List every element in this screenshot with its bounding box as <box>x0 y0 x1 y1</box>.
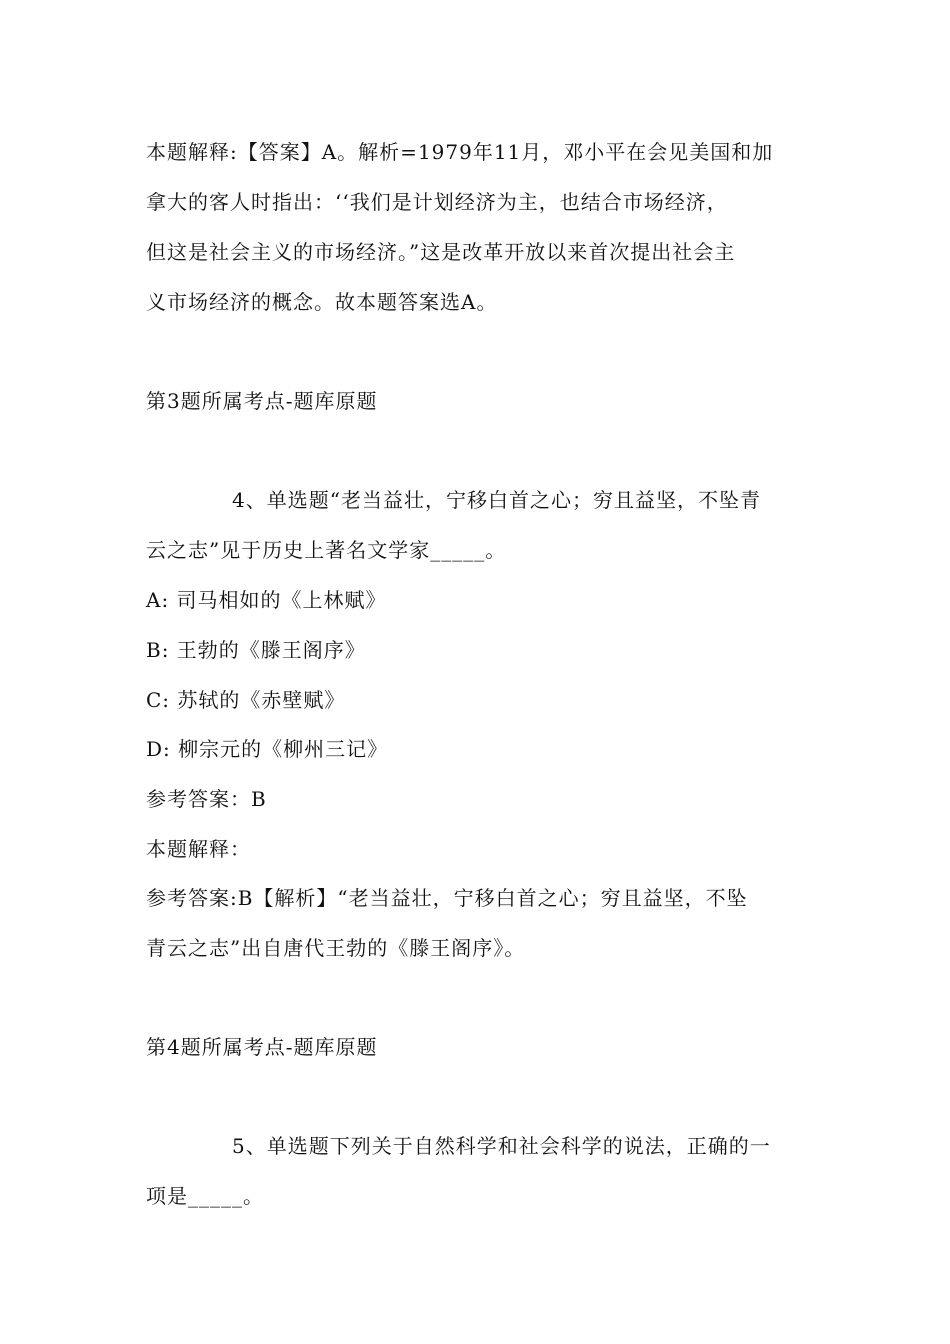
q4-stem-line-2: 云之志”见于历史上著名文学家_____。 <box>146 538 507 562</box>
q4-option-b: B: 王勃的《滕王阁序》 <box>146 638 366 662</box>
q4-answer: 参考答案：B <box>146 787 267 811</box>
q3-topic-heading: 第3题所属考点-题库原题 <box>146 389 378 413</box>
q5-stem-line-2: 项是_____。 <box>146 1184 264 1208</box>
q4-stem-line-1: 4、单选题“老当益壮，宁移白首之心；穷且益坚，不坠青 <box>232 488 761 512</box>
q3-explanation-line-2: 拿大的客人时指出：‘‘我们是计划经济为主，也结合市场经济， <box>146 190 728 214</box>
q4-option-a: A: 司马相如的《上林赋》 <box>146 588 387 612</box>
q3-explanation-line-3: 但这是社会主义的市场经济。”这是改革开放以来首次提出社会主 <box>146 240 736 264</box>
q4-explanation-line-2: 青云之志”出自唐代王勃的《滕王阁序》。 <box>146 936 526 960</box>
q3-explanation-line-4: 义市场经济的概念。故本题答案选A。 <box>146 290 498 314</box>
q4-explanation-line-1: 参考答案:B【解析】“老当益壮，宁移白首之心；穷且益坚，不坠 <box>146 886 748 910</box>
q4-option-c: C: 苏轼的《赤壁赋》 <box>146 688 346 712</box>
q4-option-d: D: 柳宗元的《柳州三记》 <box>146 737 389 761</box>
q5-stem-line-1: 5、单选题下列关于自然科学和社会科学的说法，正确的一 <box>232 1134 771 1158</box>
q4-topic-heading: 第4题所属考点-题库原题 <box>146 1035 378 1059</box>
q3-explanation-line-1: 本题解释:【答案】A。解析=1979年11月，邓小平在会见美国和加 <box>146 140 774 164</box>
q4-explanation-label: 本题解释： <box>146 837 251 861</box>
